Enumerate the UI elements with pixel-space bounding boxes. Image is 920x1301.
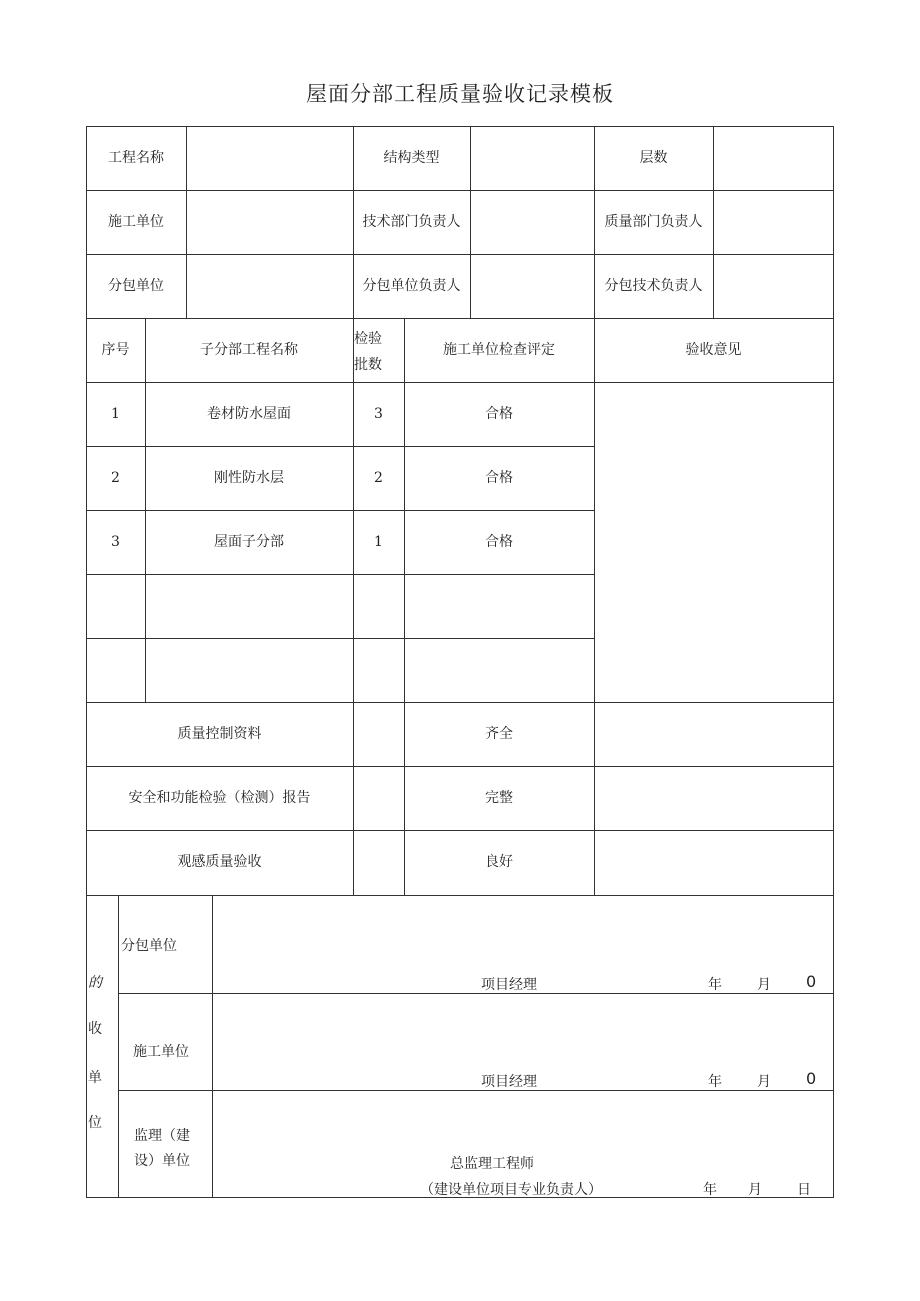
subcontract-unit-label: 分包单位 [108,277,164,294]
row-result [404,638,594,702]
side-char: 单 [88,1070,102,1086]
construction-month: 月 [757,1074,771,1090]
row-batches [353,574,404,638]
side-char: 收 [88,1021,102,1037]
supervision-label-line2: 设）单位 [134,1153,190,1169]
construction-year: 年 [708,1074,722,1090]
supervision-label-line1: 监理（建 [134,1128,190,1144]
row-seq [86,574,145,638]
row-result: 合格 [485,533,513,550]
row-batches: 3 [374,405,383,422]
project-name-value[interactable] [186,126,353,190]
summary-label: 安全和功能检验（检测）报告 [128,789,311,806]
subcontract-acceptance-label: 分包单位 [121,938,177,954]
floors-label: 层数 [639,149,668,166]
supervision-year: 年 [703,1182,717,1198]
row-name: 刚性防水层 [214,469,284,486]
structure-type-value[interactable] [470,126,594,190]
row-seq: 2 [111,469,120,486]
row-seq [86,638,145,702]
summary-result: 齐全 [485,725,513,742]
row-seq: 1 [111,405,120,422]
column-header-check: 施工单位检查评定 [443,341,555,358]
construction-unit-label: 施工单位 [108,213,164,230]
construction-signer: 项目经理 [481,1074,537,1090]
supervision-signer-line1: 总监理工程师 [450,1156,534,1172]
row-result: 合格 [485,469,513,486]
tech-dept-head-label: 技术部门负责人 [362,213,461,230]
summary-result: 完整 [485,789,513,806]
subcontract-day: 0 [806,972,817,991]
subcontract-year: 年 [708,977,722,993]
construction-day: 0 [806,1069,817,1088]
row-batches: 2 [374,469,383,486]
construction-acceptance-label: 施工单位 [133,1044,189,1060]
side-char: 的 [88,975,102,991]
subcontract-month: 月 [757,977,771,993]
column-header-sub-name: 子分部工程名称 [200,341,298,358]
page-title: 屋面分部工程质量验收记录模板 [306,82,614,106]
subcontract-signer: 项目经理 [481,977,537,993]
row-seq: 3 [111,533,120,550]
side-char: 位 [88,1115,102,1131]
supervision-signer-line2: （建设单位项目专业负责人） [420,1182,602,1198]
column-header-seq: 序号 [101,341,130,358]
floors-value[interactable] [713,126,833,190]
subcontract-tech-head-label: 分包技术负责人 [604,277,703,294]
row-name [145,574,353,638]
summary-label: 观感质量验收 [177,854,262,871]
project-name-label: 工程名称 [108,149,164,166]
quality-dept-head-label: 质量部门负责人 [604,213,703,230]
row-result [404,574,594,638]
column-header-batch-line2: 批数 [354,357,382,373]
summary-label: 质量控制资料 [177,725,262,742]
structure-type-label: 结构类型 [383,149,440,166]
row-name: 卷材防水屋面 [207,405,291,422]
summary-result: 良好 [485,854,513,871]
subcontract-unit-head-label: 分包单位负责人 [362,277,461,294]
row-name: 屋面子分部 [214,533,284,550]
supervision-month: 月 [748,1182,762,1198]
supervision-day: 日 [797,1182,811,1198]
column-header-batch-line1: 检验 [354,331,382,347]
row-result: 合格 [485,405,513,422]
row-batches [353,638,404,702]
row-batches: 1 [374,533,383,550]
row-name [145,638,353,702]
column-header-opinion: 验收意见 [685,341,742,358]
